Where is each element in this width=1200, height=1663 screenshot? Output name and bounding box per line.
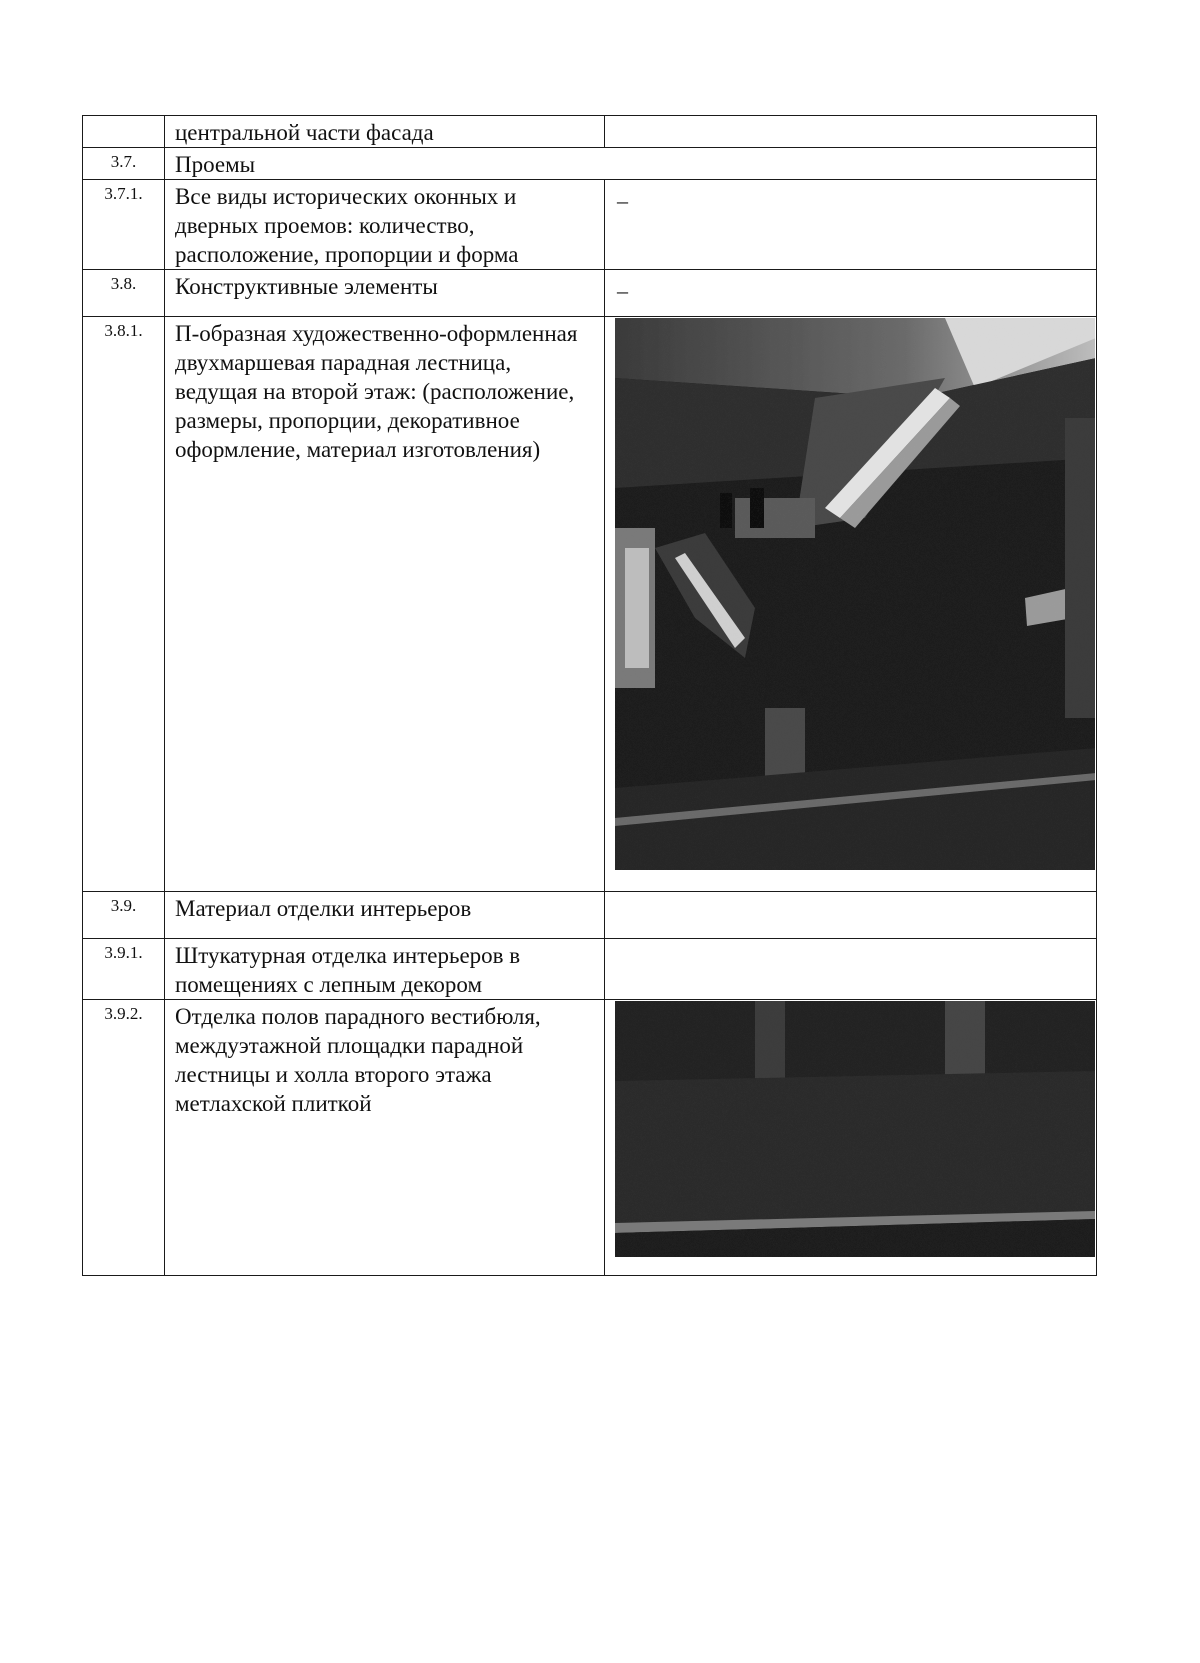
photo-cell — [605, 1000, 1097, 1276]
table-row — [83, 939, 1097, 1000]
row-value — [605, 939, 1097, 1000]
row-value — [605, 116, 1097, 148]
photo-cell — [605, 317, 1097, 892]
row-description: П-образная художественно-оформленная двухмаршевая парадная лестница, ведущая на второй этаж: (расположение, размеры, пропорции, декоративное оформление, материал изготовления) — [165, 317, 605, 892]
staircase-photo-image — [615, 318, 1095, 870]
row-description: Отделка полов парадного вестибюля, междуэтажной площадки парадной лестницы и холла второго этажа метлахской плиткой — [165, 1000, 605, 1276]
floor-tile-photo-image — [615, 1001, 1095, 1257]
staircase-photo — [615, 318, 1095, 870]
table-row — [83, 892, 1097, 939]
row-value — [605, 892, 1097, 939]
table-row — [83, 317, 1097, 892]
row-description: Конструктивные элементы — [165, 270, 605, 317]
row-number: 3.7. — [83, 148, 165, 180]
row-description: центральной части фасада — [165, 116, 605, 148]
row-number: 3.9. — [83, 892, 165, 939]
row-number — [83, 116, 165, 148]
table-row — [83, 180, 1097, 270]
row-value — [605, 180, 1097, 270]
row-number: 3.9.1. — [83, 939, 165, 1000]
row-description: Штукатурная отделка интерьеров в помещениях с лепным декором — [165, 939, 605, 1000]
heritage-elements-table — [82, 115, 1097, 1276]
dash-mark: – — [617, 278, 628, 303]
table-row — [83, 270, 1097, 317]
row-description: Материал отделки интерьеров — [165, 892, 605, 939]
table-row — [83, 148, 1097, 180]
row-number: 3.7.1. — [83, 180, 165, 270]
dash-mark: – — [617, 188, 628, 213]
row-description: Все виды исторических оконных и дверных проемов: количество, расположение, пропорции и форма — [165, 180, 605, 270]
table-row — [83, 116, 1097, 148]
table-row — [83, 1000, 1097, 1276]
row-value — [605, 270, 1097, 317]
row-description: Проемы — [165, 148, 1097, 180]
row-number: 3.8.1. — [83, 317, 165, 892]
floor-tile-photo — [615, 1001, 1095, 1257]
row-number: 3.9.2. — [83, 1000, 165, 1276]
row-number: 3.8. — [83, 270, 165, 317]
